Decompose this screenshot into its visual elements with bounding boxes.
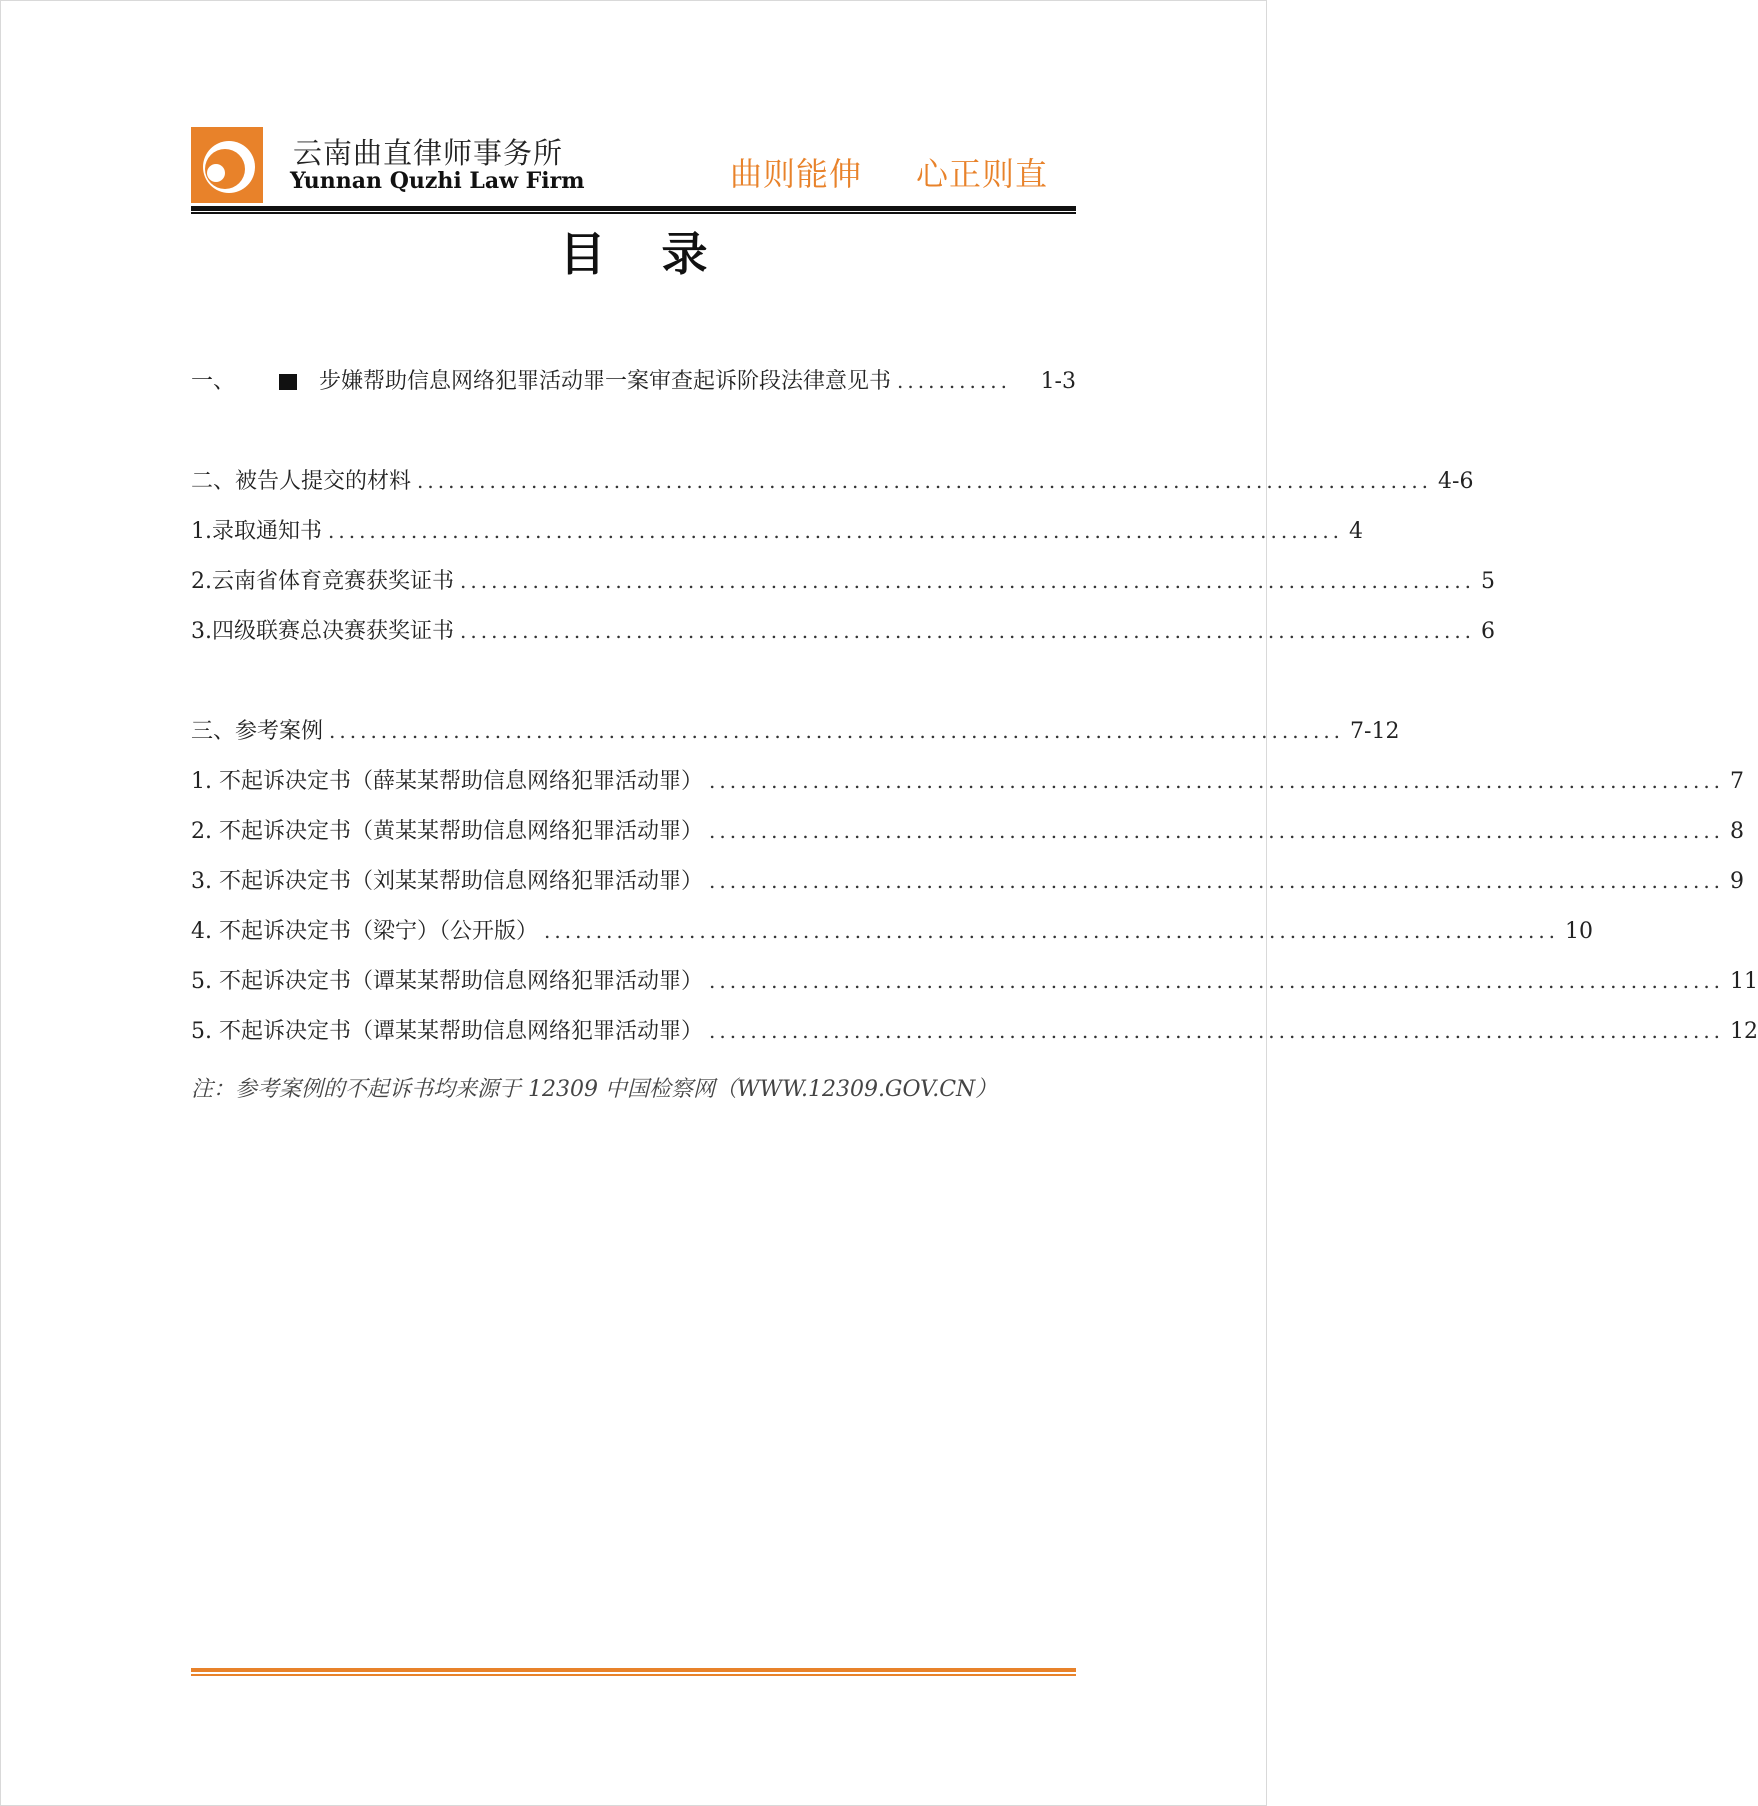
firm-name-english: Yunnan Quzhi Law Firm (290, 168, 585, 194)
toc-entry-section-2[interactable] (191, 464, 1474, 498)
toc-entry-label: 3.四级联赛总决赛获奖证书 (191, 619, 454, 644)
motto-right: 心正则直 (916, 155, 1049, 193)
source-note: 注：参考案例的不起诉书均来源于 12309 中国检察网（WWW.12309.GOV.CN） (191, 1077, 998, 1102)
toc-leader-dots: .................................................................................................. (328, 519, 1344, 543)
toc-entry-2-2[interactable] (191, 564, 1496, 598)
toc-entry-3-6[interactable] (191, 1014, 1758, 1048)
toc-leader-dots: .................................................................................................. (709, 969, 1725, 993)
toc-page-number: 11 (1730, 969, 1758, 994)
toc-leader-dots: .................................................................................................. (544, 919, 1560, 943)
toc-entry-3-3[interactable] (191, 864, 1745, 898)
firm-name-chinese: 云南曲直律师事务所 (293, 136, 564, 170)
toc-entry-text: 步嫌帮助信息网络犯罪活动罪一案审查起诉阶段法律意见书 (319, 369, 892, 394)
toc-entry-label: 4. 不起诉决定书（梁宁）（公开版） (191, 919, 538, 944)
toc-entry-label: 1.录取通知书 (191, 519, 322, 544)
redaction-mark (279, 374, 297, 390)
toc-entry-label: 1. 不起诉决定书（薛某某帮助信息网络犯罪活动罪） (191, 769, 703, 794)
toc-leader-dots: .................................................................................................. (709, 819, 1725, 843)
toc-entry-section-1[interactable] (191, 364, 1076, 398)
toc-entry-3-5[interactable] (191, 964, 1758, 998)
toc-entry-label: 5. 不起诉决定书（谭某某帮助信息网络犯罪活动罪） (191, 1019, 703, 1044)
toc-page-number: 7 (1730, 769, 1745, 794)
toc-page-number: 12 (1730, 1019, 1758, 1044)
toc-entry-label: 2. 不起诉决定书（黄某某帮助信息网络犯罪活动罪） (191, 819, 703, 844)
toc-entry-2-3[interactable] (191, 614, 1496, 648)
toc-entry-prefix: 一、 (191, 369, 236, 394)
toc-entry-label: 二、被告人提交的材料 (191, 469, 412, 494)
toc-entry-3-4[interactable] (191, 914, 1594, 948)
toc-entry-3-2[interactable] (191, 814, 1745, 848)
toc-page-number: 4-6 (1438, 469, 1474, 494)
toc-entry-3-1[interactable] (191, 764, 1745, 798)
letterhead (191, 127, 1076, 207)
footer-rule-thin (191, 1674, 1076, 1676)
toc-page-number: 6 (1481, 619, 1496, 644)
toc-leader-dots: .................................................................................................. (709, 1019, 1725, 1043)
toc-leader-dots: .................................................................................................. (460, 619, 1476, 643)
header-rule-thick (191, 206, 1076, 211)
toc-entry-label: 5. 不起诉决定书（谭某某帮助信息网络犯罪活动罪） (191, 969, 703, 994)
toc-leader-dots: .................................................................................................. (329, 719, 1345, 743)
toc-leader-dots: .................................................................................................. (709, 769, 1725, 793)
page-title: 目录 (559, 227, 764, 281)
toc-page-number: 10 (1565, 919, 1594, 944)
toc-page-number: 1-3 (1040, 369, 1076, 394)
toc-entry-section-3[interactable] (191, 714, 1400, 748)
toc-entry-label (191, 364, 891, 395)
motto-left: 曲则能伸 (730, 155, 863, 193)
toc-page-number: 7-12 (1350, 719, 1400, 744)
toc-leader-dots: .................................................................................................. (460, 569, 1476, 593)
toc-entry-label: 三、参考案例 (191, 719, 324, 744)
header-rule-thin (191, 212, 1076, 214)
toc-entry-2-1[interactable] (191, 514, 1364, 548)
footer-rule-thick (191, 1668, 1076, 1672)
toc-page-number: 5 (1481, 569, 1496, 594)
firm-logo-icon (191, 127, 263, 203)
toc-entry-label: 3. 不起诉决定书（刘某某帮助信息网络犯罪活动罪） (191, 869, 703, 894)
toc-leader-dots: .................................................................................................. (709, 869, 1725, 893)
toc-page-number: 8 (1730, 819, 1745, 844)
toc-leader-dots: .................................................................................................. (417, 469, 1433, 493)
toc-leader-dots: ........... (897, 369, 1011, 393)
toc-page-number: 9 (1730, 869, 1745, 894)
toc-entry-label: 2.云南省体育竞赛获奖证书 (191, 569, 454, 594)
toc-page-number: 4 (1349, 519, 1364, 544)
